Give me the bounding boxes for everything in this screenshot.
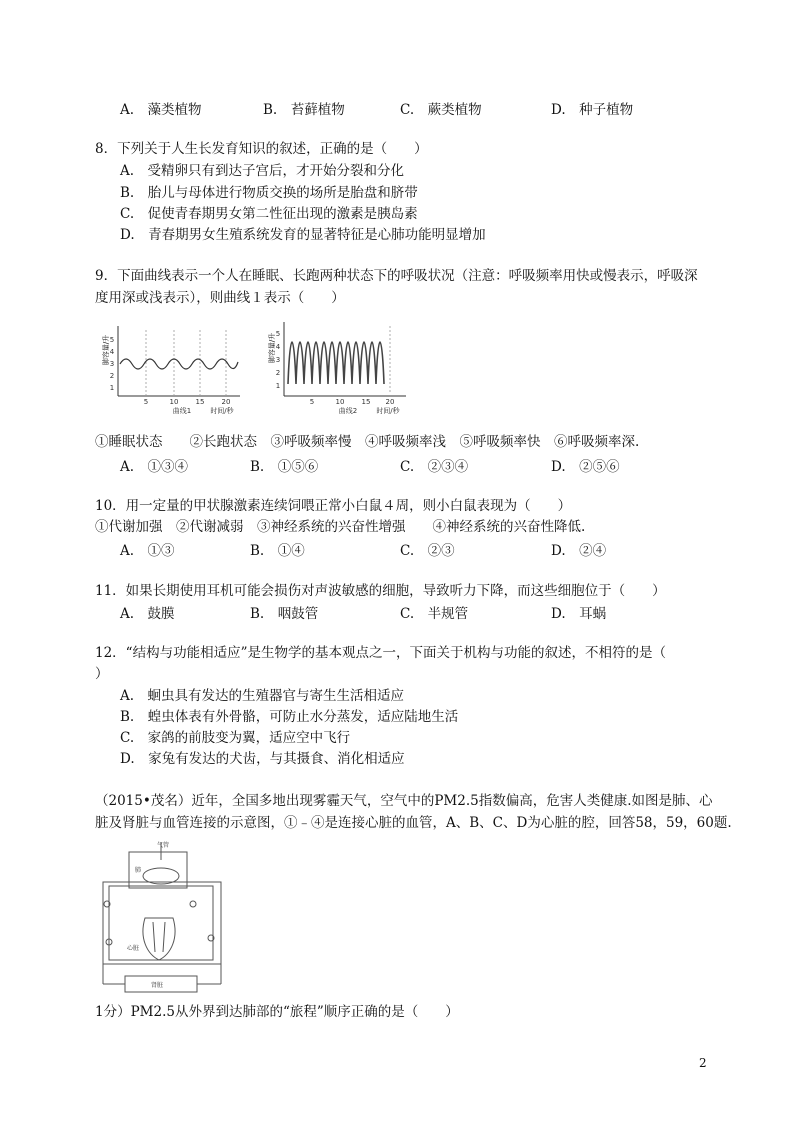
q10-option-a: A. ①③ [120, 543, 175, 559]
chart1-ytick: 1 [109, 384, 115, 392]
q11-option-d: D. 耳蜗 [551, 606, 607, 622]
q10-choices: ①代谢加强 ②代谢减弱 ③神经系统的兴奋性增强 ④神经系统的兴奋性降低. [95, 519, 586, 535]
chart2-curve [288, 342, 384, 384]
chart2-ytick: 4 [275, 343, 281, 351]
chart1-ytick: 4 [109, 348, 115, 356]
q12-option-b: B. 蝗虫体表有外骨骼，可防止水分蒸发，适应陆地生活 [120, 709, 459, 725]
chart1-xtick: 10 [169, 398, 179, 406]
q12-option-c: C. 家鸽的前肢变为翼，适应空中飞行 [120, 730, 351, 746]
q8-option-b: B. 胎儿与母体进行物质交换的场所是胎盘和脐带 [120, 185, 418, 201]
diagram-label-trachea: 气管 [157, 842, 170, 849]
chart2-xtick: 15 [361, 398, 371, 406]
chart2-xlabel: 时间/秒 [376, 407, 400, 414]
q11-option-a: A. 鼓膜 [120, 606, 175, 622]
q12-stem-line1: 12．“结构与功能相适应”是生物学的基本观点之一，下面关于机构与功能的叙述，不相符的是（ [95, 645, 666, 661]
q7-option-a: A. 藻类植物 [120, 102, 202, 118]
q9-choices: ①睡眠状态 ②长跑状态 ③呼吸频率慢 ④呼吸频率浅 ⑤呼吸频率快 ⑥呼吸频率深. [95, 434, 640, 450]
passage-line2: 脏及肾脏与血管连接的示意图，①﹣④是连接心脏的血管，A、B、C、D为心脏的腔，回答58，59，60题. [95, 815, 732, 831]
q7-option-d: D. 种子植物 [551, 102, 634, 118]
breathing-curve-2-chart [266, 318, 416, 414]
chart2-ytick: 5 [275, 330, 281, 338]
chart1-ylabel: 肺容量/升 [102, 334, 110, 366]
diagram-label-heart: 心脏 [127, 945, 140, 952]
diagram-label-lung: 肺 [135, 867, 142, 874]
q8-option-c: C. 促使青春期男女第二性征出现的激素是胰岛素 [120, 206, 418, 222]
q8-stem: 8．下列关于人生长发育知识的叙述，正确的是（ ） [95, 141, 428, 157]
chart1-ytick: 2 [109, 372, 115, 380]
breathing-curve-1-chart [100, 322, 250, 414]
chart1-ytick: 5 [109, 336, 115, 344]
q9-option-d: D. ②⑤⑥ [551, 459, 620, 475]
chart2-ytick: 1 [275, 382, 281, 390]
q11-option-b: B. 咽鼓管 [250, 606, 319, 622]
chart1-curve [120, 359, 238, 369]
q12-option-a: A. 蛔虫具有发达的生殖器官与寄生生活相适应 [120, 688, 405, 704]
chart1-ytick: 3 [109, 360, 115, 368]
page-number: 2 [699, 1056, 707, 1070]
q10-option-b: B. ①④ [250, 543, 305, 559]
chart1-xtick: 5 [143, 398, 149, 406]
q8-option-a: A. 受精卵只有到达子宫后，才开始分裂和分化 [120, 163, 405, 179]
q12-stem-line2: ） [95, 666, 109, 682]
q9-stem-line1: 9．下面曲线表示一个人在睡眠、长跑两种状态下的呼吸状况（注意：呼吸频率用快或慢表示，呼吸深 [95, 268, 698, 284]
chart2-xtick: 5 [309, 398, 315, 406]
chart2-xtick: 20 [385, 398, 395, 406]
q9-option-c: C. ②③④ [400, 459, 469, 475]
chart2-ytick: 3 [275, 356, 281, 364]
q8-option-d: D. 青春期男女生殖系统发育的显著特征是心肺功能明显增加 [120, 227, 486, 243]
chart2-caption: 曲线2 [338, 407, 358, 414]
q7-option-c: C. 蕨类植物 [400, 102, 482, 118]
q9-stem-line2: 度用深或浅表示），则曲线１表示（ ） [95, 290, 345, 306]
chart2-ylabel: 肺容量/升 [268, 332, 276, 364]
q10-option-d: D. ②④ [551, 543, 607, 559]
q11-stem: 11．如果长期使用耳机可能会损伤对声波敏感的细胞，导致听力下降，而这些细胞位于（ ） [95, 583, 666, 599]
q10-option-c: C. ②③ [400, 543, 455, 559]
q9-option-b: B. ①⑤⑥ [250, 459, 319, 475]
q58-stem: 1分）PM2.5从外界到达肺部的“旅程”顺序正确的是（ ） [95, 1004, 459, 1020]
chart1-xtick: 15 [195, 398, 205, 406]
circulation-diagram [95, 838, 235, 998]
chart1-xlabel: 时间/秒 [210, 407, 234, 414]
q9-option-a: A. ①③④ [120, 459, 189, 475]
q11-option-c: C. 半规管 [400, 606, 469, 622]
q12-option-d: D. 家兔有发达的犬齿，与其摄食、消化相适应 [120, 751, 405, 767]
chart1-xtick: 20 [221, 398, 231, 406]
passage-line1: （2015•茂名）近年，全国多地出现雾霾天气，空气中的PM2.5指数偏高，危害人类健康.如图是肺、心 [95, 793, 713, 809]
chart2-ytick: 2 [275, 369, 281, 377]
chart1-caption: 曲线1 [172, 407, 192, 414]
q7-option-b: B. 苔藓植物 [263, 102, 345, 118]
diagram-label-kidney: 肾脏 [151, 982, 164, 989]
q10-stem: 10．用一定量的甲状腺激素连续饲喂正常小白鼠４周，则小白鼠表现为（ ） [95, 498, 572, 514]
chart2-xtick: 10 [335, 398, 345, 406]
